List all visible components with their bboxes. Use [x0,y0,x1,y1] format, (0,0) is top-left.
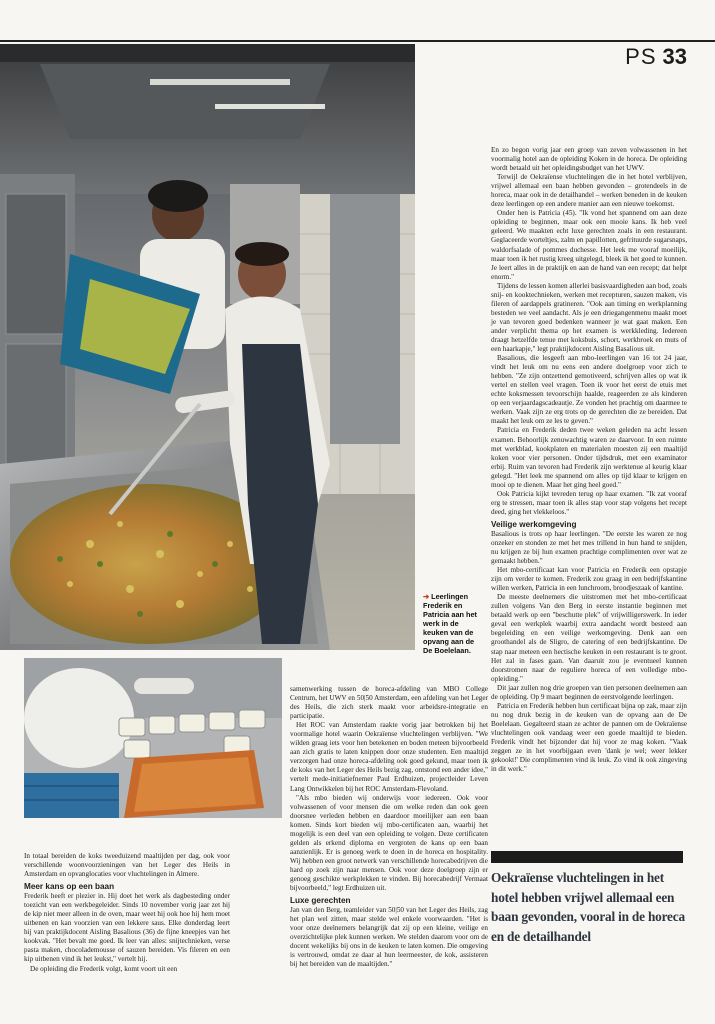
pullquote-bar [491,851,683,863]
article-paragraph: Ook Patricia kijkt tevreden terug op haar examen. "Ik zat vooraf erg te stressen, maar toen ik alles stap voor stap volgens het recept deed, ging het vlekkeloos." [491,489,687,516]
article-paragraph: samenwerking tussen de horeca-afdeling van MBO College Centrum, het UWV en 50|50 Amsterdam, een afdeling van het Leger des Heils, die zich sterk maakt voor arbeidsre-integratie en participatie. [290,685,488,721]
caption-arrow-icon: ➔ [423,592,430,601]
photo-meal-trays-icon [24,658,282,818]
article-paragraph: De opleiding die Frederik volgt, komt voort uit een [30,964,178,973]
article-paragraph: Tijdens de lessen komen allerlei basisvaardigheden aan bod, zoals snij- en kooktechnieken, werken met recepturen, sauzen maken, vis fileren of aardappels gratineren. "Ook aan timing en werkplanning besteden we veel aandacht. Als je een driegangenmenu maakt moet je van tevoren goed bedenken wanneer je wat gaat maken. Een ander verplicht thema op het examen is werkkleding. Iedereen draagt hetzelfde tenue met koksbuis, schort, werkbroek en muts of een haarkapje," legt praktijkdocent Aisling Basalious uit. [491,281,687,354]
article-column-left [24,852,230,974]
article-paragraph: Patricia en Frederik deden twee weken geleden na acht lessen examen. Behoorlijk zenuwachtig waren ze daarvoor. In een ruimte met werkblad, kookplaten en materialen moesten zij een maaltijd koken voor vier personen. Onder tijdsdruk, met een examinator erbij. Ruim van tevoren had Frederik zijn werktenue al keurig klaar gelegd. "Het leek me spannend om alles op tijd klaar te krijgen en mooi op te dienen. Maar het ging heel goed." [491,426,687,489]
article-paragraph: Jan van den Berg, teamleider van 50|50 van het Leger des Heils, zag het plan wel zitten, maar stelde wel enkele voorwaarden. "Het is voor onze deelnemers belangrijk dat zij op een kleine, veilige en overzichtelijke plek kunnen werken. We stelden daarom voor om de docent wekelijks bij ons in de keuken te laten komen. Die omgeving is vertrouwd, omdat ze daar al hun leermeester, de kok, assisteren bij het bereiden van de maaltijden." [290,906,488,969]
page-id [625,44,687,70]
page-number: 33 [662,44,687,69]
article-paragraph: Basalious is trots op haar leerlingen. "De eerste les waren ze nog onzeker en stonden ze met het mes trillend in hun hand te snijden, nu krijgen ze bij hun examen prachtige complimenten over wat ze gemaakt hebben." [491,529,687,566]
subheading: Meer kans op een baan [24,882,115,892]
header-rule [0,40,715,42]
subheading: Veilige werkomgeving [491,519,577,529]
article-column-right [491,146,687,774]
article-paragraph: Terwijl de Oekraïense vluchtelingen die in het hotel verblijven, vrijwel allemaal een baan hebben gevonden – grotendeels in de horeca, maar ook in de detailhandel – werken beneden in de keuken deze leerlingen op een andere manier aan een nieuwe toekomst. [491,173,687,209]
photo-caption [423,592,483,655]
small-photo [24,658,282,818]
article-paragraph: Patricia en Frederik hebben hun certificaat bijna op zak, maar zijn nu nog druk bezig in de keuken van de opvang aan de De Boelelaan. Gegalteerd staan ze achter de pannen om de Oekraïense vluchtelingen ook vandaag weer een goede maaltijd te bieden. Frederik vindt het bijzonder dat hij voor ze mag koken. "Vaak zeggen ze in het voorbijgaan even 'dank je wel; weer lekker gekookt!' Die complimenten vind ik leuk. Zo vind ik ook zingeving in dit werk." [491,701,687,774]
section-label: PS [625,44,657,69]
caption-text: Leerlingen Frederik en Patricia aan het werk in de keuken van de opvang aan de De Boelelaan. [423,592,477,655]
main-photo [0,44,415,650]
article-paragraph: Onder hen is Patricia (45). "Ik vond het spannend om aan deze opleiding te beginnen, maar ook een mooie kans. Ik heb veel geleerd. We maakten echt luxe gerechten zoals in een restaurant. Geglaceerde worteltjes, zalm en papillotten, gefrituurde sugarsnaps, waldorfsalade of pommes duchesse. Het leek me vooraf moeilijk, maar toen ik het rustig kreeg uitgelegd, bleek ik het goed te kunnen. Je leert alles in de praktijk en aan de hand van een recept; dat helpt enorm." [491,209,687,281]
article-paragraph: Basalious, die lesgeeft aan mbo-leerlingen van 16 tot 24 jaar, vindt het leuk om nu eens een andere doelgroep voor zich te hebben. "Ze zijn ontzettend gemotiveerd, schrijven alles op wat ik vertel en stellen veel vragen. Toen ik voor het eerst de etuis met echte koksmessen tevoorschijn haalde, reageerden ze als kinderen op een verjaardagscadeautje. Ze vonden het prachtig om daarmee te werken. Vaak zijn ze erg trots op de gerechten die ze bereiden. Dat maakt het leuk om ze les te geven." [491,354,687,426]
pullquote: Oekraïense vluchtelingen in het hotel hebben vrijwel allemaal een baan gevonden, vooral in de horeca en de detailhandel [491,870,685,944]
article-column-middle [290,685,488,969]
article-paragraph: Het ROC van Amsterdam raakte vorig jaar betrokken bij het voormalige hotel waarin Oekraïense vluchtelingen verblijven. "We wilden graag iets voor hen betekenen en boden meteen bijvoorbeeld aan zich gratis te laten knippen door onze studenten. Een maaltijd verzorgen had onze horeca-afdeling ook goed gekund, maar toen ik de koks van het Leger des Heils bezig zag, ontstond een ander idee," vertelt mede-initiatiefnemer Paul Erdhuizen, projectleider Leven Lang Ontwikkelen bij het ROC Amsterdam-Flevoland. [290,721,488,793]
article-paragraph: "Als mbo bieden wij onderwijs voor iedereen. Ook voor volwassenen of voor mensen die om welke reden dan ook geen doorsnee verleden hebben en daardoor moeilijker aan een baan komen. Sinds kort bieden wij mbo-certificaten aan, waarbij het mogelijk is een deel van een opleiding te volgen. Deze certificaten gelden als erkend diploma en vergroten de kans op een baan aanzienlijk. Er is genoeg werk te doen in de horeca en hospitality. Wij hebben een groot netwerk van verschillende horecabedrijven die hard op zoek zijn naar mensen. Ook voor deze doelgroep zijn er genoeg geschikte werkplekken te vinden. Bij horecabedrijf Vermaat bijvoorbeeld," legt Erdhuizen uit. [290,793,488,893]
article-paragraph: De meeste deelnemers die uitstromen met het mbo-certificaat zullen volgens Van den Berg in eerste instantie beginnen met betaald werk op een "beschutte plek" of vrijwilligerswerk. In ieder geval een werkplek waarbij extra aandacht wordt besteed aan begeleiding en een veilige werkomgeving. Denk aan een groothandel als de Sligro, de catering of een bedrijfskantine. De stap naar meteen een hectische keuken in een restaurant is te groot. Het zal in fases gaan. Van daaruit zou je eventueel kunnen doorstromen naar de reguliere horeca of een volledige mbo-opleiding." [491,593,687,683]
photo-kitchen-students-icon [0,44,415,650]
article-paragraph: Dit jaar zullen nog drie groepen van tien personen deelnemen aan de opleiding. Op 9 maart beginnen de eerstvolgende leerlingen. [491,683,687,701]
article-paragraph: In totaal bereiden de koks tweeduizend maaltijden per dag, ook voor verschillende woonvoorzieningen van het Leger des Heils in Amsterdam en opvanglocaties voor vluchtelingen in Almere. [24,852,230,879]
article-paragraph: En zo begon vorig jaar een groep van zeven volwassenen in het voormalig hotel aan de opleiding Koken in de horeca. De opleiding wordt betaald uit het opleidingsbudget van het UWV. [491,146,687,173]
article-paragraph: Frederik heeft er plezier in. Hij doet het werk als dagbesteding onder toezicht van een werkbegeleider. Sinds 10 november vorig jaar zet hij de kip niet meer alleen in de oven, maar weet hij ook hoe hij hem moet uitbenen en kan voorzien van een lekkere saus. Elke donderdag leert hij van praktijkdocent Aisling Basalious (36) de fijne kneepjes van het kookvak. "Het bevalt me goed. Ik leer van alles: snijtechnieken, verse pasta maken, chocolademousse of sauzen bereiden. Vis fileren en een kip uitbenen vind ik het leukst," vertelt hij. [24,892,230,964]
subheading: Luxe gerechten [290,896,351,906]
article-paragraph: Het mbo-certificaat kan voor Patricia en Frederik een opstapje zijn om verder te komen. Frederik zou graag in een bedrijfskantine willen werken, Patricia in een lunchroom, broodjeszaak of kantine. [491,566,687,593]
